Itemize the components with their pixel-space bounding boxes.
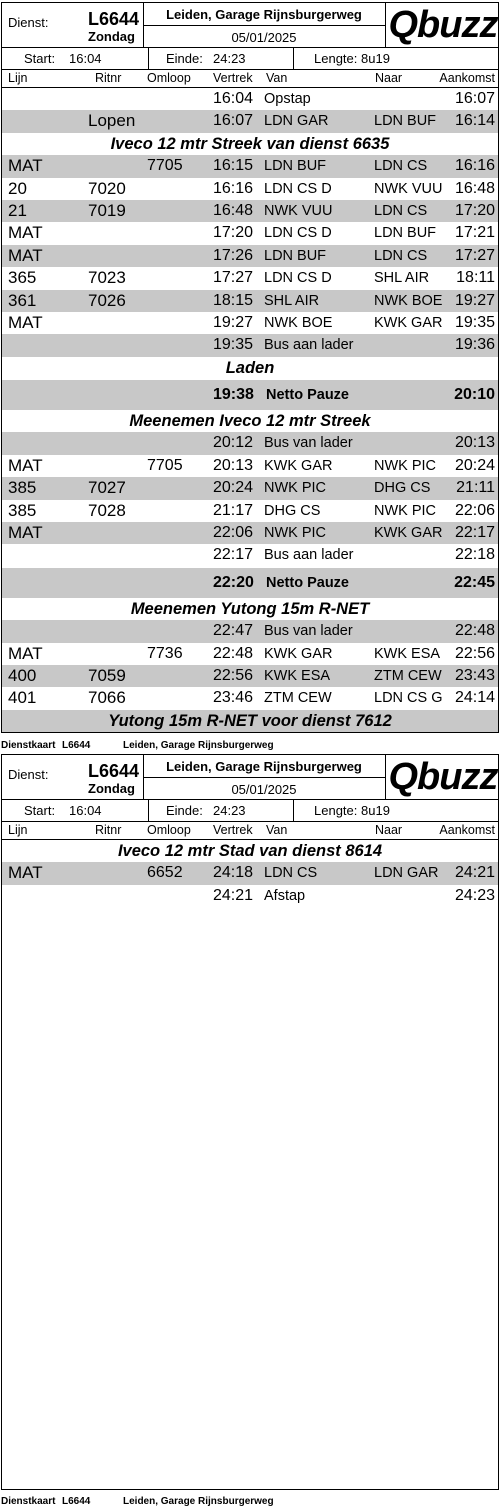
cell-naar: NWK PIC [374, 502, 437, 519]
qbuzz-logo: Qbuzz [388, 4, 498, 46]
pause-row [2, 567, 498, 598]
cell-van: LDN CS [264, 865, 318, 882]
table-row [2, 88, 498, 110]
pause-end: 20:10 [454, 386, 495, 404]
cell-vertrek: 18:15 [213, 291, 254, 309]
cell-naar: LDN CS [374, 247, 428, 264]
start-label: Start: [24, 51, 56, 66]
cell-ritnr: Lopen [88, 111, 136, 131]
start-time: 16:04 [69, 803, 102, 818]
cell-vertrek: 24:21 [213, 886, 254, 904]
cell-lijn: 365 [8, 268, 37, 288]
page-header [2, 3, 498, 48]
cell-vertrek: 16:04 [213, 90, 254, 107]
schedule-body [2, 840, 498, 907]
cell-aankomst: 18:11 [456, 269, 495, 287]
cell-naar: LDN CS [374, 158, 428, 175]
cell-vertrek: 24:18 [213, 864, 254, 882]
cell-van: Bus van lader [264, 623, 353, 640]
cell-naar: NWK PIC [374, 457, 437, 474]
cell-van: LDN CS D [264, 225, 332, 242]
day-label: Zondag [88, 29, 135, 44]
qbuzz-logo: Qbuzz [388, 756, 498, 798]
cell-ritnr: 7026 [88, 290, 126, 310]
cell-aankomst: 19:27 [454, 291, 495, 309]
table-row [2, 687, 498, 709]
cell-vertrek: 21:17 [213, 501, 254, 519]
table-row [2, 222, 498, 244]
footer-dienst: L6644 [62, 740, 91, 751]
cell-naar: KWK GAR [374, 525, 443, 542]
cell-van: LDN CS D [264, 180, 332, 197]
cell-aankomst: 17:20 [454, 201, 495, 219]
cell-naar: KWK ESA [374, 645, 441, 662]
column-header [2, 70, 498, 88]
dienstkaart-page-1 [1, 2, 499, 733]
dienst-number: L6644 [88, 761, 140, 781]
cell-vertrek: 20:24 [213, 479, 254, 497]
section-heading: Iveco 12 mtr Stad van dienst 8614 [117, 842, 383, 860]
section-heading: Yutong 15m R-NET voor dienst 7612 [2, 710, 498, 732]
schedule-body [2, 88, 498, 732]
cell-vertrek: 19:27 [213, 313, 254, 331]
table-row [2, 245, 498, 267]
cell-lijn: MAT [8, 312, 43, 332]
cell-van: KWK GAR [264, 645, 333, 662]
table-row [2, 432, 498, 454]
cell-vertrek: 22:48 [213, 644, 254, 662]
cell-aankomst: 22:48 [454, 622, 495, 640]
table-row [2, 885, 498, 907]
cell-lijn: MAT [8, 643, 43, 663]
cell-naar: KWK GAR [374, 314, 443, 331]
cell-van: DHG CS [264, 502, 321, 519]
cell-omloop: 7705 [147, 456, 183, 474]
cell-aankomst: 24:14 [454, 689, 495, 707]
column-header [2, 822, 498, 840]
table-row [2, 544, 498, 566]
location: Leiden, Garage Rijnsburgerweg [166, 759, 362, 774]
cell-vertrek: 16:15 [213, 157, 254, 175]
start-time: 16:04 [69, 51, 102, 66]
cell-naar: LDN BUF [374, 113, 437, 130]
einde-label: Einde: [166, 803, 203, 818]
section-heading: Meenemen Yutong 15m R-NET [130, 599, 370, 618]
cell-aankomst: 20:24 [454, 456, 495, 474]
table-row [2, 477, 498, 499]
cell-naar: NWK BOE [374, 292, 443, 309]
footer-dienst: L6644 [62, 1496, 91, 1507]
cell-naar: DHG CS [374, 480, 431, 497]
table-row [2, 665, 498, 687]
col-omloop: Omloop [147, 71, 191, 85]
cell-aankomst: 19:36 [454, 336, 495, 354]
cell-vertrek: 22:56 [213, 666, 254, 684]
cell-van: Bus aan lader [264, 337, 354, 354]
table-row [2, 155, 498, 177]
table-row [2, 200, 498, 222]
pause-label: Netto Pauze [266, 387, 349, 404]
cell-vertrek: 16:48 [213, 201, 254, 219]
cell-lijn: MAT [8, 863, 43, 883]
col-omloop: Omloop [147, 823, 191, 837]
col-van: Van [266, 823, 288, 837]
cell-aankomst: 22:18 [454, 546, 495, 564]
table-row [2, 455, 498, 477]
pause-start: 22:20 [213, 573, 254, 591]
cell-ritnr: 7059 [88, 665, 126, 685]
cell-aankomst: 20:13 [454, 434, 495, 452]
cell-aankomst: 22:17 [454, 524, 495, 542]
cell-lijn: 385 [8, 500, 37, 520]
section-heading: Iveco 12 mtr Streek van dienst 6635 [110, 134, 390, 153]
table-row [2, 178, 498, 200]
cell-aankomst: 22:56 [454, 644, 495, 662]
cell-van: NWK PIC [264, 525, 327, 542]
cell-van: LDN BUF [264, 247, 327, 264]
col-naar: Naar [375, 71, 403, 85]
pause-end: 22:45 [454, 573, 495, 591]
cell-van: LDN CS D [264, 270, 332, 287]
table-row [2, 522, 498, 544]
cell-naar: LDN GAR [374, 865, 439, 882]
col-aankomst: Aankomst [439, 823, 495, 837]
cell-aankomst: 21:11 [456, 479, 495, 497]
date: 05/01/2025 [231, 30, 297, 45]
cell-lijn: 400 [8, 665, 37, 685]
cell-naar: LDN BUF [374, 225, 437, 242]
cell-aankomst: 17:21 [454, 224, 495, 242]
cell-vertrek: 22:47 [213, 622, 254, 640]
footer-location: Leiden, Garage Rijnsburgerweg [123, 740, 274, 751]
col-vertrek: Vertrek [213, 71, 253, 85]
lengte-label: Lengte: [314, 803, 358, 818]
lengte-value: 8u19 [361, 51, 390, 66]
cell-omloop: 7705 [147, 157, 183, 175]
cell-lijn: 361 [8, 290, 37, 310]
cell-van: NWK PIC [264, 480, 327, 497]
cell-aankomst: 17:27 [454, 246, 495, 264]
footer-location: Leiden, Garage Rijnsburgerweg [123, 1496, 274, 1507]
cell-aankomst: 24:23 [454, 886, 495, 904]
col-aankomst: Aankomst [439, 71, 495, 85]
table-row [2, 500, 498, 522]
cell-vertrek: 16:16 [213, 179, 254, 197]
section-heading: Laden [225, 358, 275, 377]
cell-vertrek: 22:06 [213, 524, 254, 542]
table-row [2, 862, 498, 884]
cell-ritnr: 7028 [88, 500, 126, 520]
cell-ritnr: 7020 [88, 178, 126, 198]
summary-row [2, 48, 498, 70]
cell-lijn: 401 [8, 688, 37, 708]
cell-naar: NWK VUU [374, 180, 443, 197]
cell-naar: SHL AIR [374, 270, 430, 287]
col-van: Van [266, 71, 288, 85]
summary-row [2, 800, 498, 822]
cell-ritnr: 7019 [88, 200, 126, 220]
einde-label: Einde: [166, 51, 203, 66]
cell-naar: LDN CS G [374, 690, 443, 707]
cell-vertrek: 17:26 [213, 246, 254, 264]
table-row [2, 267, 498, 289]
cell-ritnr: 7023 [88, 268, 126, 288]
cell-naar: LDN CS [374, 202, 428, 219]
date: 05/01/2025 [231, 782, 297, 797]
cell-van: Bus aan lader [264, 547, 354, 564]
cell-van: LDN GAR [264, 113, 329, 130]
col-ritnr: Ritnr [95, 71, 122, 85]
cell-van: NWK VUU [264, 202, 333, 219]
dienst-label: Dienst: [8, 15, 49, 30]
cell-van: Opstap [264, 91, 311, 107]
cell-lijn: MAT [8, 245, 43, 265]
cell-omloop: 6652 [147, 864, 183, 882]
cell-lijn: 21 [8, 200, 27, 220]
table-row [2, 334, 498, 356]
col-ritnr: Ritnr [95, 823, 122, 837]
cell-van: Bus van lader [264, 435, 353, 452]
cell-van: NWK BOE [264, 314, 333, 331]
page-header [2, 755, 498, 800]
cell-van: Afstap [264, 887, 306, 904]
cell-vertrek: 17:27 [213, 269, 254, 287]
cell-omloop: 7736 [147, 644, 183, 662]
lengte-label: Lengte: [314, 51, 358, 66]
cell-vertrek: 20:12 [213, 434, 254, 452]
cell-lijn: MAT [8, 523, 43, 543]
footer-label: Dienstkaart [1, 740, 56, 751]
einde-time: 24:23 [213, 51, 246, 66]
cell-lijn: 20 [8, 178, 27, 198]
cell-aankomst: 22:06 [454, 501, 495, 519]
cell-lijn: MAT [8, 455, 43, 475]
col-lijn: Lijn [8, 823, 28, 837]
pause-label: Netto Pauze [266, 574, 349, 591]
cell-vertrek: 16:07 [213, 112, 254, 130]
pause-row [2, 379, 498, 410]
col-naar: Naar [375, 823, 403, 837]
cell-lijn: MAT [8, 223, 43, 243]
dienst-number: L6644 [88, 9, 140, 29]
cell-ritnr: 7066 [88, 688, 126, 708]
dienst-label: Dienst: [8, 767, 49, 782]
table-row [2, 110, 498, 132]
cell-van: KWK GAR [264, 457, 333, 474]
section-heading: Meenemen Iveco 12 mtr Streek [129, 412, 371, 431]
table-row [2, 290, 498, 312]
cell-vertrek: 19:35 [213, 336, 254, 354]
cell-aankomst: 19:35 [454, 313, 495, 331]
cell-aankomst: 16:14 [454, 112, 495, 130]
cell-vertrek: 20:13 [213, 456, 254, 474]
cell-aankomst: 16:07 [454, 90, 495, 107]
lengte-value: 8u19 [361, 803, 390, 818]
einde-time: 24:23 [213, 803, 246, 818]
pause-start: 19:38 [213, 386, 254, 404]
cell-van: ZTM CEW [264, 690, 332, 707]
location: Leiden, Garage Rijnsburgerweg [166, 7, 362, 22]
cell-naar: ZTM CEW [374, 667, 442, 684]
cell-lijn: MAT [8, 156, 43, 176]
col-lijn: Lijn [8, 71, 28, 85]
col-vertrek: Vertrek [213, 823, 253, 837]
cell-aankomst: 23:43 [454, 666, 495, 684]
cell-van: KWK ESA [264, 667, 331, 684]
cell-van: SHL AIR [264, 292, 320, 309]
dienstkaart-page-2 [1, 754, 499, 1490]
cell-aankomst: 16:16 [454, 157, 495, 175]
cell-vertrek: 22:17 [213, 546, 254, 564]
day-label: Zondag [88, 781, 135, 796]
cell-vertrek: 17:20 [213, 224, 254, 242]
cell-aankomst: 24:21 [454, 864, 495, 882]
cell-aankomst: 16:48 [454, 179, 495, 197]
start-label: Start: [24, 803, 56, 818]
cell-lijn: 385 [8, 478, 37, 498]
table-row [2, 620, 498, 642]
cell-vertrek: 23:46 [213, 689, 254, 707]
footer-label: Dienstkaart [1, 1496, 56, 1507]
cell-van: LDN BUF [264, 158, 327, 175]
table-row [2, 312, 498, 334]
cell-ritnr: 7027 [88, 478, 126, 498]
table-row [2, 643, 498, 665]
